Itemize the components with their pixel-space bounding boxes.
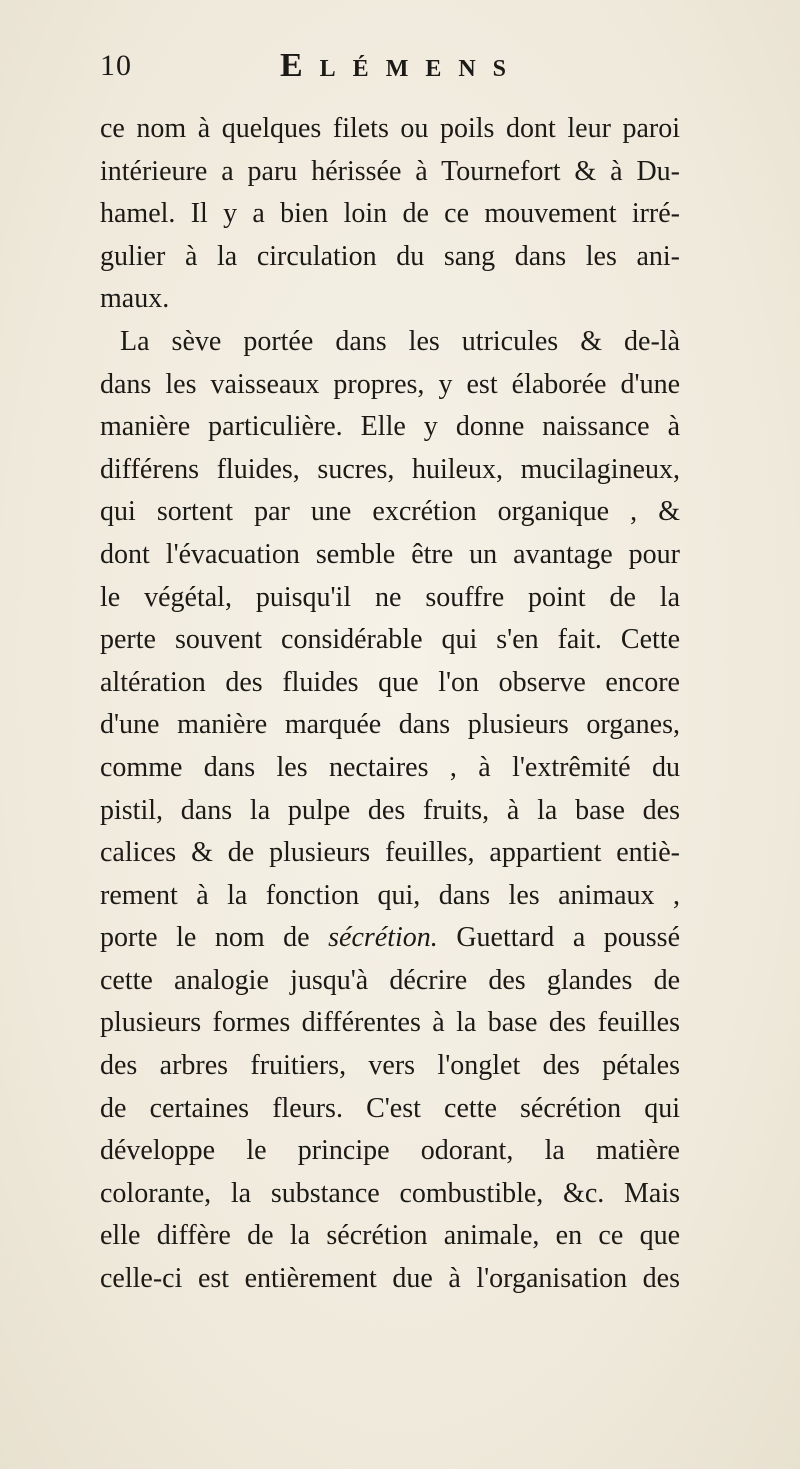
text-line: cette analogie jusqu'à décrire des glandes de <box>100 964 680 996</box>
text-line: colorante, la substance combustible, &c. Mais <box>100 1177 680 1209</box>
text-line: de certaines fleurs. C'est cette sécrétion qui <box>100 1092 680 1124</box>
running-head <box>100 46 680 86</box>
text-line: différens fluides, sucres, huileux, mucilagineux, <box>100 453 680 485</box>
text-line: celle-ci est entièrement due à l'organisation des <box>100 1263 680 1295</box>
text-segment: Guettard a poussé <box>456 922 681 954</box>
text-line: des arbres fruitiers, vers l'onglet des pétales <box>100 1050 680 1082</box>
body-text <box>100 108 680 1301</box>
text-line: qui sortent par une excrétion organique , & <box>100 496 680 528</box>
text-line: plusieurs formes différentes à la base des feuilles <box>100 1007 680 1039</box>
text-line: d'une manière marquée dans plusieurs organes, <box>100 709 680 741</box>
running-title: Elémens <box>280 47 524 84</box>
text-line: La sève portée dans les utricules & de-là <box>120 325 680 357</box>
text-line: altération des fluides que l'on observe encore <box>100 666 680 698</box>
italic-term: sécrétion. <box>328 922 438 954</box>
text-line: calices & de plusieurs feuilles, appartient entiè- <box>100 837 680 869</box>
text-line: pistil, dans la pulpe des fruits, à la base des <box>100 794 680 826</box>
page-number: 10 <box>100 49 132 82</box>
text-line: dont l'évacuation semble être un avantage pour <box>100 538 680 570</box>
text-line: dans les vaisseaux propres, y est élaborée d'une <box>100 368 680 400</box>
text-line: le végétal, puisqu'il ne souffre point de la <box>100 581 680 613</box>
text-line: perte souvent considérable qui s'en fait. Cette <box>100 624 680 656</box>
text-line: hamel. Il y a bien loin de ce mouvement irré- <box>100 198 680 230</box>
text-line: gulier à la circulation du sang dans les ani- <box>100 240 680 272</box>
text-line: développe le principe odorant, la matière <box>100 1135 680 1167</box>
text-line: maux. <box>100 283 170 315</box>
text-line: comme dans les nectaires , à l'extrêmité du <box>100 751 680 783</box>
text-segment: porte le nom de <box>100 922 310 954</box>
text-line: ce nom à quelques filets ou poils dont leur paroi <box>100 113 680 144</box>
text-line: intérieure a paru hérissée à Tournefort & à Du- <box>100 155 680 187</box>
text-line: rement à la fonction qui, dans les animaux , <box>100 879 680 911</box>
text-line: manière particulière. Elle y donne naissance à <box>100 411 680 443</box>
text-line: elle diffère de la sécrétion animale, en ce que <box>100 1220 680 1252</box>
text-line-mixed <box>100 917 680 960</box>
